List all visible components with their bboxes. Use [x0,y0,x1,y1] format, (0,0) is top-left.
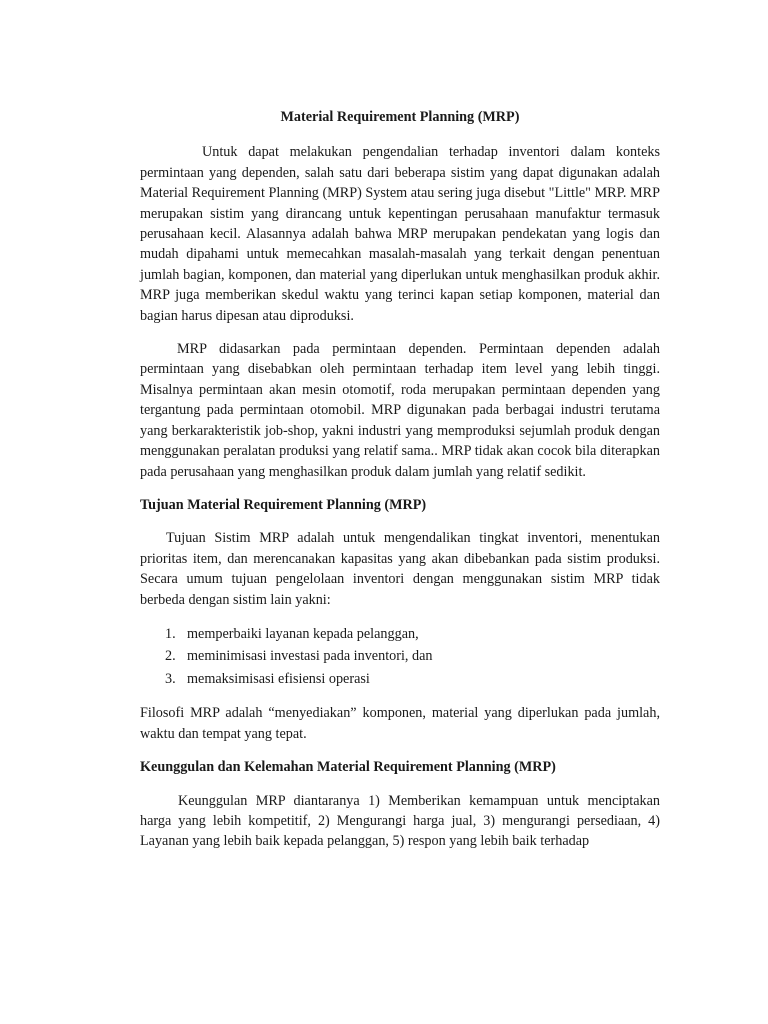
paragraph-philosophy: Filosofi MRP adalah “menyediakan” komponen, material yang diperlukan pada jumlah, waktu dan tempat yang tepat. [140,705,660,742]
section-heading-goals: Tujuan Material Requirement Planning (MRP) [140,496,427,513]
paragraph-dependent-demand: MRP didasarkan pada permintaan dependen. Permintaan dependen adalah permintaan yang disebabkan oleh permintaan terhadap item level yang lebih tinggi. Misalnya permintaan akan mesin otomotif, roda merupakan permintaan dependen yang tergantung pada permintaan otomobil. MRP digunakan pada berbagai industri terutama yang berkarakteristik job-shop, yakni industri yang memproduksi sejumlah produk dengan menggunakan peralatan produksi yang relatif sama.. MRP tidak akan cocok bila diterapkan pada perusahaan yang menghasilkan produk dalam jumlah yang relatif sedikit. [140,341,660,480]
document-page [140,107,660,865]
list-item-text: meminimisasi investasi pada inventori, dan [187,648,433,665]
paragraph-advantages: Keunggulan MRP diantaranya 1) Memberikan kemampuan untuk menciptakan harga yang lebih kompetitif, 2) Mengurangi harga jual, 3) mengurangi persediaan, 4) Layanan yang lebih baik kepada pelanggan, 5) respon yang lebih baik terhadap [140,792,660,850]
list-item-number: 2. [165,648,176,665]
list-item [165,668,660,691]
paragraph-goals: Tujuan Sistim MRP adalah untuk mengendalikan tingkat inventori, menentukan prioritas item, dan merencanakan kapasitas yang akan dibebankan pada sistim produksi. Secara umum tujuan pengelolaan inventori dengan menggunakan sistim MRP tidak berbeda dengan sistim lain yakni: [140,530,660,608]
section-heading-pros-cons: Keunggulan dan Kelemahan Material Requirement Planning (MRP) [140,759,556,776]
document-title: Material Requirement Planning (MRP) [280,109,520,125]
list-item-number: 1. [165,625,176,642]
list-item-text: memperbaiki layanan kepada pelanggan, [187,625,419,642]
list-item-text: memaksimisasi efisiensi operasi [187,670,370,687]
list-item [165,623,660,646]
list-item [165,645,660,668]
paragraph-intro: Untuk dapat melakukan pengendalian terhadap inventori dalam konteks permintaan yang dependen, salah satu dari beberapa sistim yang dapat digunakan adalah Material Requirement Planning (MRP) System atau sering juga disebut "Little" MRP. MRP merupakan sistim yang dirancang untuk kepentingan perusahaan manufaktur termasuk perusahaan kecil. Alasannya adalah bahwa MRP merupakan pendekatan yang logis dan mudah dipahami untuk memecahkan masalah-masalah yang terkait dengan penentuan jumlah bagian, komponen, dan material yang diperlukan untuk menghasilkan produk akhir. MRP juga memberikan skedul waktu yang terinci kapan setiap komponen, material dan bagian harus dipesan atau diproduksi. [140,144,660,324]
goals-list [140,623,660,691]
list-item-number: 3. [165,670,176,687]
